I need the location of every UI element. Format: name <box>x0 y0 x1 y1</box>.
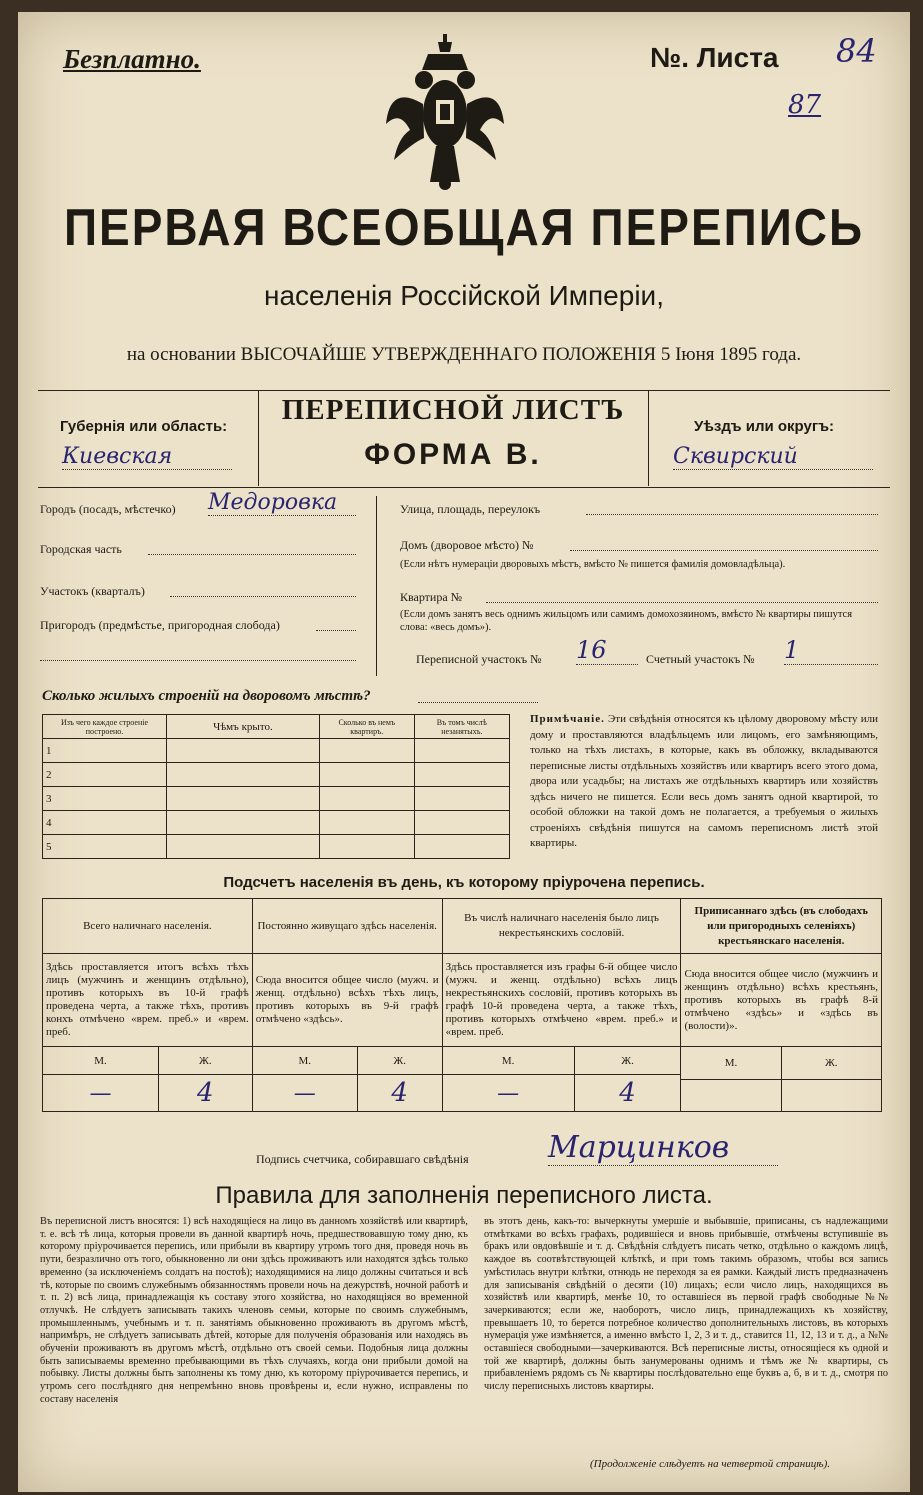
census-sheet <box>18 12 910 1492</box>
signature-value: Марцинков <box>548 1130 778 1166</box>
table-row <box>43 835 510 859</box>
buildings-col-apartments: Сколько въ немъ квартиръ. <box>319 715 414 739</box>
free-label: Безплатно. <box>63 44 201 74</box>
ulitsa-label: Улица, площадь, переулокъ <box>400 502 541 516</box>
chast-line <box>148 554 356 555</box>
count-value-zh: 4 <box>574 1075 680 1111</box>
buildings-col-roof: Чѣмъ крыто. <box>167 715 320 739</box>
gorod-value: Медоровка <box>208 490 356 516</box>
count-head-4: Приписаннаго здѣсь (въ слободахъ или пригородныхъ селеніяхъ) крестьянскаго населенія. <box>681 899 882 954</box>
prigorod-label: Пригородъ (предмѣстье, пригородная слобода) <box>40 618 280 632</box>
count-value-m <box>681 1079 781 1111</box>
form-letter: ФОРМА В. <box>364 438 542 471</box>
count-value-zh <box>781 1079 881 1111</box>
rules-left-column: Въ переписной листъ вносятся: 1) всѣ находящіеся на лицо въ данномъ хозяйствѣ или квартирѣ, т. е. всѣ тѣ лица, которыя провели въ данной квартирѣ ночь, предшествовавшую тому дню, къ которому пріурочивается перепись, или прибыли въ квартиру утромъ того дня, проведя ночь въ пути, безразлично отъ того, обыкновенно ли они здѣсь проживаютъ или находятся здѣсь только временно (за исключеніемъ солдатъ на постоѣ); находящимися на лицо должны считаться и всѣ тѣ, которые по своимъ служебнымъ обязанностямъ провели ночь на дежурствѣ, ночной работѣ и т. п. 2) всѣ лица, принадлежащія къ составу этого хозяйства, но находящіяся во временной отлучкѣ. Не слѣдуетъ записывать такихъ членовъ семьи, которые по своимъ служебнымъ, промышленнымъ, учебнымъ и т. п. занятіямъ обыкновенно проживаютъ въ другомъ мѣстѣ, напримѣръ, не слѣдуетъ записывать дѣтей, которые для полученія образованія или находясь въ обученіи проживаютъ въ другомъ мѣстѣ, отдѣльно отъ своей семьи. Подобныя лица должны быть записываемы временно пребывающими въ тѣхъ случаяхъ, когда они прибыли домой на побывку. Листы должны быть заполнены къ тому дню, къ которому пріурочивается перепись, и утромъ сего послѣдняго дня непремѣнно вновь провѣрены и, если нужно, исправлены по составу населенія <box>40 1216 468 1405</box>
dom-line <box>570 550 878 551</box>
sheet-number-label: №. Листа <box>650 42 779 73</box>
uezd-value: Сквирский <box>673 444 873 470</box>
rules-title: Правила для заполненія переписного листа. <box>215 1182 713 1209</box>
uezd-label: Уѣздъ или округъ: <box>694 418 835 435</box>
count-body-3: Здѣсь проставляется изъ графы 6-й общее число (мужч. и женщ. отдѣльно) всѣхъ лицъ некрестьянскихъ сословій, противъ которыхъ въ графѣ 10-й проведена черта, а также тѣхъ, противъ которыхъ отмѣчено «врем. преб.» и «врем. преб. <box>442 954 681 1047</box>
count-value-zh: 4 <box>357 1075 441 1111</box>
zh-label: Ж. <box>357 1047 441 1075</box>
count-value-m: — <box>443 1075 574 1111</box>
form-divider-right <box>648 390 649 486</box>
census-basis: на основании ВЫСОЧАЙШЕ УТВЕРЖДЕННАГО ПОЛОЖЕНІЯ 5 Іюня 1895 года. <box>126 344 802 365</box>
gubernia-value: Киевская <box>62 444 232 470</box>
note-text: Эти свѣдѣнія относятся къ цѣлому дворовому мѣсту или дому и проставляются владѣльцемъ или лицомъ, его замѣняющимъ, только на тѣхъ листахъ, в которые, какъ въ обложку, вкладываются переписные листы отдѣльныхъ хозяйствъ или квартиръ всего этого дома, двора или усадьбы; на листахъ же отдѣльныхъ квартиръ или хозяйствъ здѣсь ничего не пишется. Если весь домъ занятъ одной квартирой, то особой обложки на такой домъ не полагается, а требуемыя о жилыхъ строеніяхъ свѣдѣнія пишутся на самомъ переписномъ листѣ этой квартиры. <box>530 713 878 849</box>
gorod-label: Городъ (посадъ, мѣстечко) <box>40 502 176 516</box>
buildings-note <box>530 712 878 852</box>
count-head-3: Въ числѣ наличнаго населенія было лицъ некрестьянскихъ сословій. <box>442 899 681 954</box>
row-number: 2 <box>43 763 167 787</box>
kvartira-note: (Если домъ занятъ весь однимъ жильцомъ или самимъ домохозяиномъ, вмѣсто № квартиры пишутся слова: «весь домъ»). <box>400 609 853 633</box>
count-value-m: — <box>43 1075 158 1111</box>
count-value-zh: 4 <box>158 1075 251 1111</box>
prigorod-line <box>316 630 356 631</box>
sheet-number-value-2: 87 <box>788 90 822 120</box>
dom-label: Домъ (дворовое мѣсто) № <box>400 538 534 552</box>
buildings-table <box>42 714 510 859</box>
gubernia-label: Губернія или область: <box>60 418 228 435</box>
note-heading: Примѣчаніе. <box>530 713 605 725</box>
zh-label: Ж. <box>158 1047 251 1075</box>
double-headed-eagle-icon <box>380 34 510 194</box>
buildings-col-material: Изъ чего каждое строеніе построено. <box>43 715 167 739</box>
uchastok-label: Участокъ (кварталъ) <box>40 584 145 598</box>
buildings-title: Сколько жилыхъ строеній на дворовомъ мѣстѣ? <box>42 688 371 704</box>
dom-note: (Если нѣтъ нумераціи дворовыхъ мѣстъ, вмѣсто № пишется фамилія домовладѣльца). <box>400 559 786 570</box>
kvartira-label: Квартира № <box>400 590 463 604</box>
address-divider <box>376 496 377 676</box>
row-number: 1 <box>43 739 167 763</box>
table-row <box>43 739 510 763</box>
count-body-4: Сюда вносится общее число (мужчинъ и женщинъ отдѣльно) всѣхъ крестьянъ, противъ которыхъ въ графѣ 8-й отмѣчено «здѣсь» и «здѣсь въ (волости)». <box>681 954 882 1047</box>
buildings-col-vacant: Въ томъ числѣ незанятыхъ. <box>414 715 509 739</box>
ulitsa-line <box>586 514 878 515</box>
perepis-uchastok-label: Переписной участокъ № <box>416 652 542 666</box>
m-label: М. <box>681 1047 781 1079</box>
table-row <box>43 763 510 787</box>
row-number: 4 <box>43 811 167 835</box>
count-head-2: Постоянно живущаго здѣсь населенія. <box>252 899 442 954</box>
count-body-2: Сюда вносится общее число (мужч. и женщ. отдѣльно) всѣхъ тѣхъ лицъ, противъ которыхъ въ 9-й графѣ отмѣчено «здѣсь». <box>252 954 442 1047</box>
table-row <box>43 811 510 835</box>
count-value-m: — <box>253 1075 357 1111</box>
zh-label: Ж. <box>574 1047 680 1075</box>
buildings-title-line <box>418 702 538 703</box>
census-title: ПЕРВАЯ ВСЕОБЩАЯ ПЕРЕПИСЬ <box>63 197 865 257</box>
kvartira-line <box>486 602 878 603</box>
census-subtitle: населенія Россійской Имперіи, <box>264 280 664 311</box>
table-row <box>43 787 510 811</box>
sheet-number-value: 84 <box>836 32 877 70</box>
rules-continued: (Продолженіе слѣдуетъ на четвертой страницѣ). <box>590 1458 830 1470</box>
perepis-uchastok-value: 16 <box>576 636 638 665</box>
m-label: М. <box>253 1047 357 1075</box>
count-head-1: Всего наличнаго населенія. <box>43 899 253 954</box>
row-number: 3 <box>43 787 167 811</box>
m-label: М. <box>43 1047 158 1075</box>
uchastok-line <box>170 596 356 597</box>
zh-label: Ж. <box>781 1047 881 1079</box>
rules-right-column: въ этотъ день, какъ-то: вычеркнуты умершіе и выбывшіе, приписаны, съ надлежащими отмѣтками во всѣхъ графахъ, родившіеся и вновь прибывшіе, отмѣчены вступившіе въ бракъ или овдовѣвшіе и т. д. Свѣдѣнія слѣдуетъ писать четко, отдѣльно о каждомъ лицѣ, каждое въ соотвѣтствующей клѣткѣ, и при томъ такимъ образомъ, чтобы вся запись умѣстилась внутри клѣтки, отнюдь не переходя за ея рамки. Каждый листъ предназначенъ для записыванія свѣдѣній о десяти (10) лицахъ; если число лицъ, находящихся въ хозяйствѣ или квартирѣ, менѣе 10, то оставшіеся въ первой графѣ свободные №№ зачеркиваются; если же, наоборотъ, число лицъ, принадлежащихъ къ хозяйству, превышаетъ 10, то берется потребное количество дополнительныхъ листовъ, въ которыхъ нумерація уже измѣняется, а именно вмѣсто 1, 2, 3 и т. д., ставится 11, 12, 13 и т. д., а №№ оставшіеся свободными—зачеркиваются. Всѣ переписные листы, относящіеся къ одной и той же квартирѣ, должны быть занумерованы однимъ и тѣмъ же № квартиры, съ прибавленіемъ рядомъ съ № квартиры послѣдовательно еще буквъ а, б, в и т. д., смотря по числу переписныхъ листовъ квартиры. <box>484 1216 888 1393</box>
schet-uchastok-value: 1 <box>784 636 878 665</box>
count-body-1: Здѣсь проставляется итогъ всѣхъ тѣхъ лицъ (мужчинъ и женщинъ отдѣльно), противъ которыхъ въ 10-й графѣ проведена черта, а также тѣхъ, противъ конхъ отмѣчено «врем. преб.» и «врем. преб. <box>43 954 253 1047</box>
m-label: М. <box>443 1047 574 1075</box>
chast-label: Городская часть <box>40 542 122 556</box>
signature-label: Подпись счетчика, собиравшаго свѣдѣнія <box>256 1152 469 1166</box>
count-title: Подсчетъ населенія въ день, къ которому пріурочена перепись. <box>223 874 705 891</box>
prigorod-line-2 <box>40 660 356 661</box>
population-count-table <box>42 898 882 1112</box>
schet-uchastok-label: Счетный участокъ № <box>646 652 755 666</box>
form-sheet-title: ПЕРЕПИСНОЙ ЛИСТЪ <box>281 394 625 426</box>
row-number: 5 <box>43 835 167 859</box>
